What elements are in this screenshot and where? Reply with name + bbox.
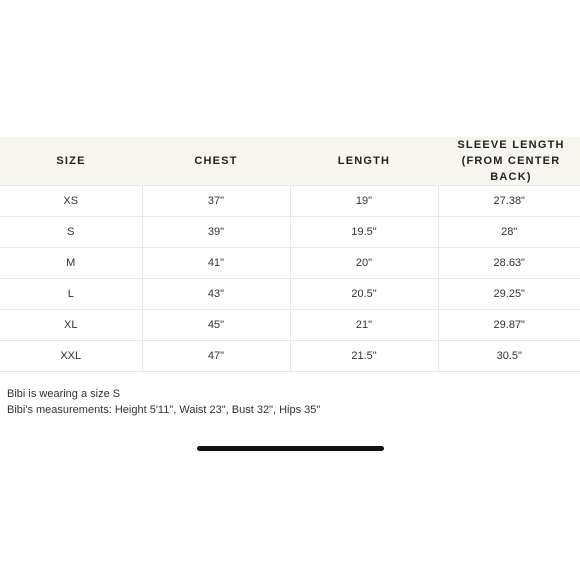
cell-chest: 45" <box>142 310 290 341</box>
cell-sleeve-length: 28" <box>438 217 580 248</box>
cell-size: XXL <box>0 341 142 372</box>
cell-size: S <box>0 217 142 248</box>
cell-chest: 39" <box>142 217 290 248</box>
cell-chest: 43" <box>142 279 290 310</box>
cell-sleeve-length: 29.25" <box>438 279 580 310</box>
model-measurements-note: Bibi's measurements: Height 5'11", Waist 23", Bust 32", Hips 35" <box>7 404 321 416</box>
cell-length: 20" <box>290 248 438 279</box>
cell-size: M <box>0 248 142 279</box>
header-length: LENGTH <box>337 155 391 167</box>
cell-length: 19" <box>290 186 438 217</box>
cell-length: 21.5" <box>290 341 438 372</box>
table-row <box>0 279 580 310</box>
cell-chest: 37" <box>142 186 290 217</box>
table-row <box>0 217 580 248</box>
home-indicator-bar[interactable] <box>197 446 384 451</box>
table-row <box>0 341 580 372</box>
cell-chest: 47" <box>142 341 290 372</box>
cell-size: XS <box>0 186 142 217</box>
table-header-row <box>0 137 580 186</box>
table-row <box>0 248 580 279</box>
header-size: SIZE <box>56 155 86 167</box>
table-row <box>0 310 580 341</box>
cell-sleeve-length: 30.5" <box>438 341 580 372</box>
header-sleeve-length: SLEEVE LENGTH (FROM CENTER BACK) <box>457 139 565 183</box>
cell-sleeve-length: 29.87" <box>438 310 580 341</box>
model-size-note: Bibi is wearing a size S <box>7 388 121 400</box>
cell-sleeve-length: 27.38" <box>438 186 580 217</box>
cell-sleeve-length: 28.63" <box>438 248 580 279</box>
cell-length: 20.5" <box>290 279 438 310</box>
header-chest: CHEST <box>194 155 238 167</box>
cell-length: 21" <box>290 310 438 341</box>
cell-size: XL <box>0 310 142 341</box>
table-row <box>0 186 580 217</box>
cell-size: L <box>0 279 142 310</box>
cell-chest: 41" <box>142 248 290 279</box>
size-chart-table <box>0 137 580 372</box>
cell-length: 19.5" <box>290 217 438 248</box>
